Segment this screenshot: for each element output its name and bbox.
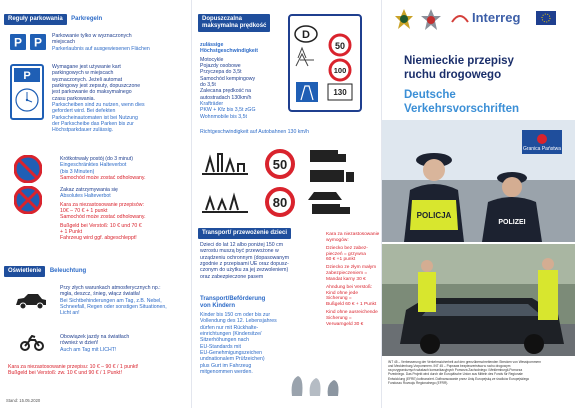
rural-limit-80: 80: [272, 195, 288, 210]
interreg-logo-text: Interreg: [472, 10, 521, 25]
parking-designated-text: Parkowanie tylko w wyznaczonych miejscach Parkerlaubnis auf ausgewiesenen Flächen: [52, 33, 150, 52]
parking-disc-icon: [10, 64, 44, 122]
lighting-header-pl: Oświetlenie: [4, 266, 45, 277]
child-text-de: Kinder bis 150 cm oder bis zur Vollendung des 12. Lebensjahres dürfen nur mit Rückhalte- einrichtungen (Kindersitze/ Sitzerhöhungen nach EU-Standards mit EU-Genehmigungszeichen undnationalem Prüfzeichen) plus Gurt im Fahrzeug mitgenommen werden.: [200, 312, 277, 376]
speed-vehicle-diagram: [200, 140, 380, 222]
police-star-icon: [420, 8, 442, 34]
lighting-weather-text: Przy złych warunkach atmosferycznych np.: mgła, deszcz, śnieg, włącz światła! Bei Sichtbehinderungen am Tag, z.B. Nebel, Schneefall, Regen oder sonstigen Situationen, Licht an!: [60, 285, 167, 317]
border-sign-text: Granica Państwa: [522, 146, 562, 152]
vest-text: POLICJA: [416, 211, 452, 220]
jacket-text: POLIZEI: [498, 219, 526, 226]
child-seats-icon: [288, 372, 348, 400]
speed-sign-100: 100: [333, 66, 347, 75]
restricted-stopping-sign-icon: [14, 155, 42, 185]
speed-header-pl: Dopuszczalna maksymalna prędkość: [198, 14, 270, 32]
parking-disc-text: Wymagane jest używanie kart parkingowych w miejscach wyznaczonych. Jeżeli automat parkingowy jest zepsuty, dopuszczone jest parkowanie do maksymalnego czasu parkowania. Parkscheiben sind zu nutzen, wenn dies gefordert wird. Bei defekten Parkscheinautomaten ist bei Nutzung der Parkscheibe das Parken bis zur Höchstparkdauer zulässig.: [52, 64, 145, 134]
town-limit-50: 50: [272, 157, 288, 172]
no-stopping-text: Zakaz zatrzymywania się Absolutes Halteverbot Kara za niezastosowanie przepisów: 10€ – 70 € + 1 punkt Samochód może zostać odholowany. Bußgeld bei Verstoß: 10 € und 70 € + 1 Punkt Fahrzeug wird ggf. abgeschleppt!: [60, 187, 146, 242]
parking-header-de: Parkregeln: [71, 16, 103, 22]
motorcycle-icon: [20, 335, 44, 353]
svg-text:P: P: [23, 70, 31, 82]
lighting-header: [4, 266, 86, 277]
title-de: Deutsche Verkehrsvorschriften: [404, 89, 520, 116]
panel-cover: [382, 0, 575, 408]
speed-sign-130: 130: [333, 88, 347, 97]
interreg-logo: [450, 8, 560, 32]
panel-speed-children: [192, 0, 382, 408]
child-text-pl: Dzieci do lat 12 albo poniżej 150 cm wzrostu muszą być przewożone w urządzeniu ochronnym (dopasowanym zgodnie z przepisami UE oraz dopusz- czonym do użytku za jej zezwoleniem) oraz zabezpieczone pasem: [200, 242, 290, 280]
lighting-header-de: Beleuchtung: [49, 268, 87, 274]
print-date: Stand: 15.05.2020: [6, 398, 41, 403]
parking-sign-icon: [10, 34, 50, 52]
speed-sign-50: 50: [334, 41, 346, 51]
restricted-stopping-text: Krótkotrwały postój (do 3 minut) Eingeschränktes Halteverbot (bis 3 Minuten) Samochód może zostać odholowany.: [60, 156, 146, 182]
project-footer: INT 45 – Verbesserung der Verkehrssicherheit auf den grenzüberschreitenden Strecken von Wesstpommern und Mecklenburg-Vorpommern. INT 45 – Poprawa bezpieczeństwa w ruchu drogowym na przygranicznych szlakach komunikacyjnych Pomorza Zachodniego i Meklemburgii-Pomorza Przedniego. Das Projekt wird durch die Europäische Union aus Mitteln des Fonds für Regionale Entwicklung (EFRE) kofinanziert. Dofinansowanie przez Unię Europejską ze środków Europejskiego Funduszu Rozwoju Regionalnego (EFRR).: [388, 360, 541, 385]
country-speed-sign: [288, 14, 362, 114]
photo-officers: [382, 120, 575, 242]
car-icon: [14, 292, 48, 312]
police-emblem-icon: [394, 8, 414, 34]
parking-header: [4, 14, 102, 25]
parking-header-pl: Reguły parkowania: [4, 14, 67, 25]
country-code-d: D: [302, 29, 310, 41]
child-header: Transport/ przewożenie dzieci: [198, 228, 291, 239]
lighting-fine-text: Kara za niezastosowanie przepisu: 10 € – 90 € / 1 punkt! Bußgeld bei Verstoß: zw. 10 € und 90 € / 1 Punkt!: [8, 364, 139, 377]
title-pl: Niemieckie przepisy ruchu drogowego: [404, 55, 514, 82]
child-title-de: Transport/Beförderung von Kindern: [200, 296, 266, 310]
photo-traffic-stop: [382, 244, 575, 356]
panel-parking-lighting: [0, 0, 192, 408]
child-fine-text: Kara za niezastosowanie wymogów: Dziecko bez zabez- pieczeń = grzywna 60 € +1 punkt Dziecko ze złym małym zabezpieczeniem = Mandat karny 30 € Ahndung bei Verstoß: Kind ohne jede Sicherung = Bußgeld 60 € + 1 Punkt Kind ohne ausreichende Sicherung = Verwarngeld 30 €: [326, 232, 380, 327]
speed-header: [198, 14, 270, 32]
svg-text:P: P: [33, 35, 43, 50]
svg-text:P: P: [13, 35, 23, 50]
no-stopping-sign-icon: [14, 186, 42, 216]
speed-motorway-de: Richtgeschwindigkeit auf Autobahnen 130 km/h: [200, 129, 310, 135]
lighting-daytime-text: Obowiązek jazdy na światłach również w dzień! Auch am Tag mit LICHT!: [60, 334, 130, 353]
speed-text: zulässige Höchstgeschwindigkeit Motocykle Pojazdy osobowe Przyczepa do 3,5t Samochód kempingowy do 3,5t Zalecana prędkość na autostradach 130km/h Krafträder PKW + Kfz bis 3,5t zGG Wohnmobile bis 3,5t: [200, 42, 258, 120]
